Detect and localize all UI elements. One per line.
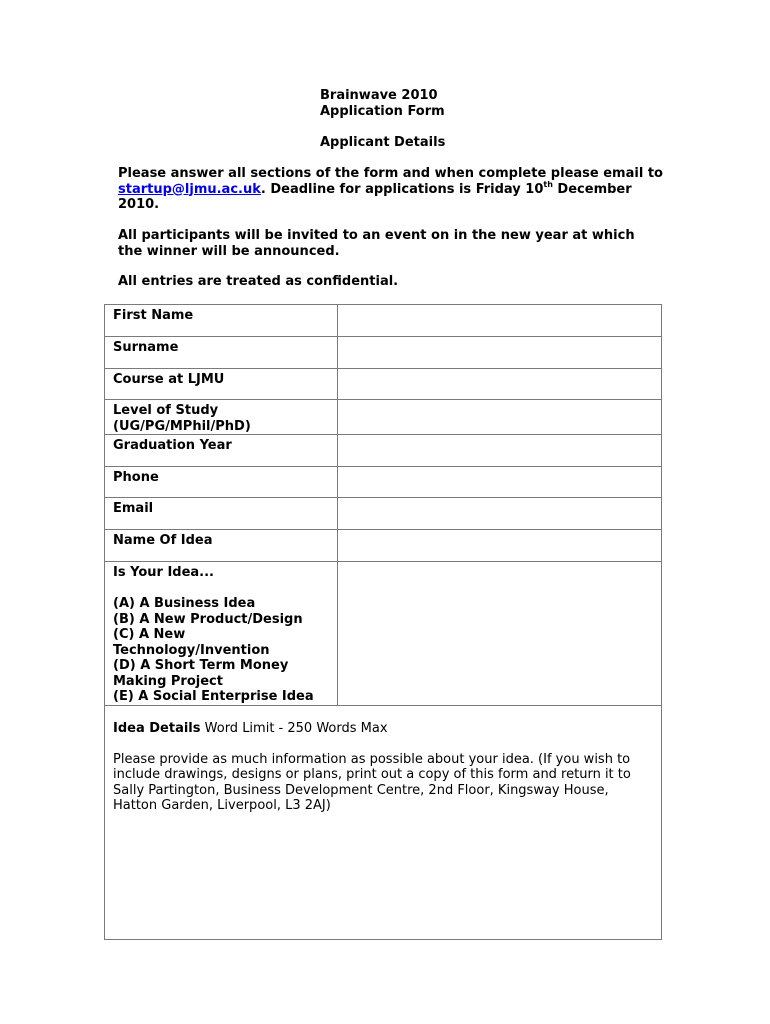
idea-option-d: (D) A Short Term Money Making Project xyxy=(113,658,289,689)
idea-type-field[interactable] xyxy=(338,562,662,706)
table-row xyxy=(105,530,662,562)
idea-option-e: (E) A Social Enterprise Idea xyxy=(113,689,314,704)
surname-field[interactable] xyxy=(338,337,662,369)
level-of-study-field[interactable] xyxy=(338,400,662,435)
course-field[interactable] xyxy=(338,369,662,400)
intro-text-3: December 2010. xyxy=(118,181,632,212)
idea-name-label: Name Of Idea xyxy=(105,530,338,562)
form-title: Brainwave 2010 xyxy=(320,88,438,103)
idea-details-heading: Idea Details xyxy=(113,720,201,736)
first-name-field[interactable] xyxy=(338,305,662,337)
table-row xyxy=(105,400,662,435)
idea-details-cell[interactable] xyxy=(105,705,662,939)
idea-details-heading-line xyxy=(113,721,653,737)
table-row xyxy=(105,435,662,467)
intro-text-2: . Deadline for applications is Friday 10 xyxy=(260,181,544,197)
idea-option-c: (C) A New Technology/Invention xyxy=(113,627,270,658)
spacer xyxy=(113,581,329,597)
course-label: Course at LJMU xyxy=(105,369,338,400)
level-of-study-line2: (UG/PG/MPhil/PhD) xyxy=(113,418,251,434)
graduation-year-label: Graduation Year xyxy=(105,435,338,467)
graduation-year-field[interactable] xyxy=(338,435,662,467)
application-form-table xyxy=(104,304,662,940)
table-row xyxy=(105,562,662,706)
ordinal-suffix: th xyxy=(543,179,553,189)
intro-paragraph xyxy=(118,166,663,213)
idea-type-heading: Is Your Idea... xyxy=(113,565,214,580)
spacer xyxy=(113,736,653,752)
table-row xyxy=(105,705,662,939)
table-row xyxy=(105,498,662,530)
table-row xyxy=(105,337,662,369)
phone-label: Phone xyxy=(105,467,338,498)
surname-label: Surname xyxy=(105,337,338,369)
table-row xyxy=(105,467,662,498)
first-name-label: First Name xyxy=(105,305,338,337)
idea-details-instructions: Please provide as much information as possible about your idea. (If you wish to include drawings, designs or plans, print out a copy of this form and return it to Sally Partington, Business Development Centre, 2nd Floor, Kingsway House, Hatton Garden, Liverpool, L3 2AJ) xyxy=(113,751,631,813)
email-label: Email xyxy=(105,498,338,530)
email-link[interactable]: startup@ljmu.ac.uk xyxy=(118,181,261,197)
level-of-study-line1: Level of Study xyxy=(113,403,219,418)
idea-type-label xyxy=(105,562,338,706)
idea-option-a: (A) A Business Idea xyxy=(113,596,256,611)
level-of-study-label xyxy=(105,400,338,435)
section-heading: Applicant Details xyxy=(320,134,446,150)
table-row xyxy=(105,305,662,337)
idea-option-b: (B) A New Product/Design xyxy=(113,611,303,627)
intro-text-1: Please answer all sections of the form and when complete please email to xyxy=(118,166,663,181)
form-subtitle: Application Form xyxy=(320,103,445,119)
idea-name-field[interactable] xyxy=(338,530,662,562)
word-limit-note: Word Limit - 250 Words Max xyxy=(200,720,388,736)
participants-paragraph: All participants will be invited to an event on in the new year at which the winner will be announced. xyxy=(118,228,635,259)
table-row xyxy=(105,369,662,400)
confidential-paragraph: All entries are treated as confidential. xyxy=(118,274,399,289)
email-field[interactable] xyxy=(338,498,662,530)
phone-field[interactable] xyxy=(338,467,662,498)
